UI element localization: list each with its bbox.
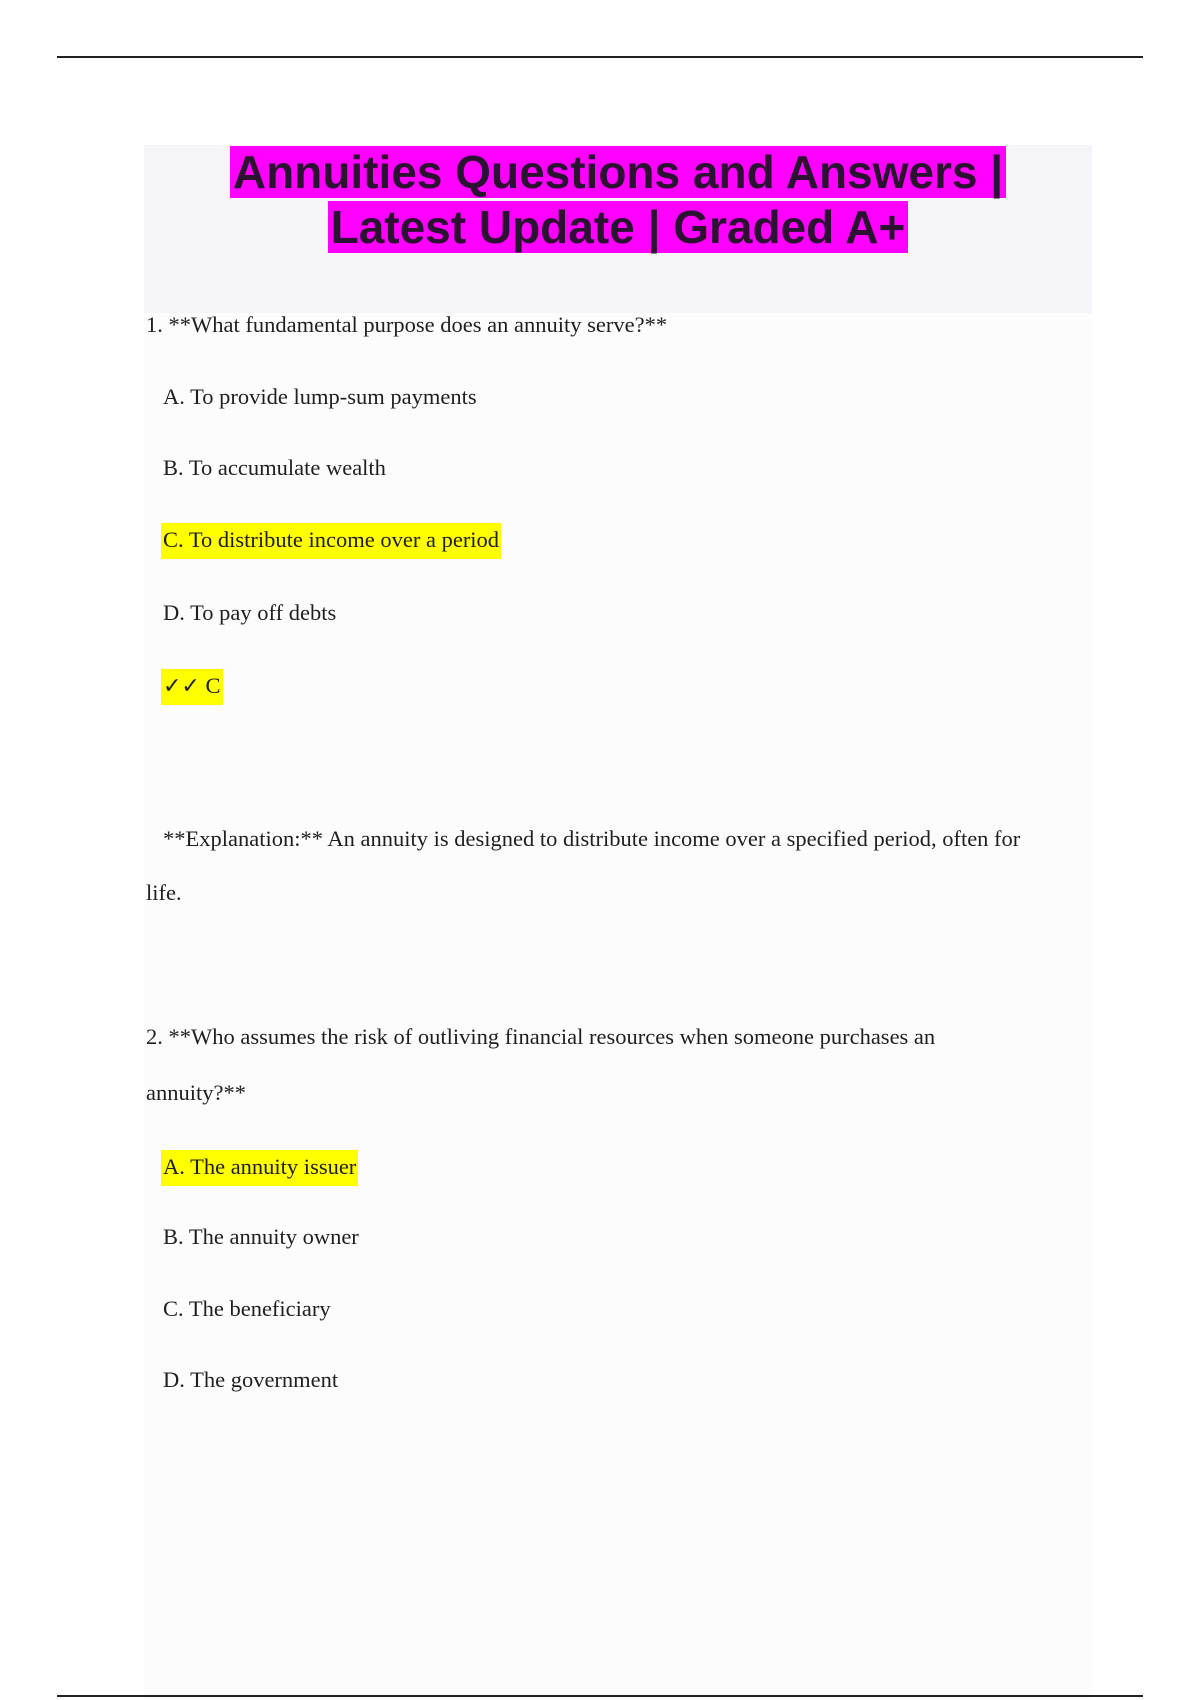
question-2-option-d: D. The government (163, 1367, 339, 1392)
double-check-icon: ✓✓ (163, 674, 200, 699)
footer-rule (57, 1695, 1143, 1697)
content-area (144, 145, 1092, 1700)
question-1-explanation-line-1: **Explanation:** An annuity is designed to distribute income over a specified period, often for (163, 826, 1021, 851)
title-line-1: Annuities Questions and Answers | (230, 146, 1006, 198)
question-2-prompt-line-1: 2. **Who assumes the risk of outliving financial resources when someone purchases an (146, 1024, 936, 1049)
question-1-option-c-highlighted: C. To distribute income over a period (161, 523, 501, 559)
question-2-prompt-line-2: annuity?** (146, 1080, 246, 1105)
question-2-option-a-highlighted: A. The annuity issuer (161, 1150, 358, 1186)
question-1-answer (161, 669, 223, 705)
question-2-option-c: C. The beneficiary (163, 1296, 331, 1321)
document-title (144, 145, 1092, 255)
question-1-explanation-line-2: life. (146, 880, 182, 905)
question-1-prompt: 1. **What fundamental purpose does an annuity serve?** (146, 312, 668, 337)
question-2-option-b: B. The annuity owner (163, 1224, 359, 1249)
question-1-option-b: B. To accumulate wealth (163, 455, 386, 480)
question-1-option-a: A. To provide lump-sum payments (163, 384, 477, 409)
header-rule (57, 56, 1143, 58)
question-1-option-d: D. To pay off debts (163, 600, 337, 625)
question-1-answer-letter: C (205, 673, 221, 698)
title-line-2: Latest Update | Graded A+ (328, 201, 909, 253)
